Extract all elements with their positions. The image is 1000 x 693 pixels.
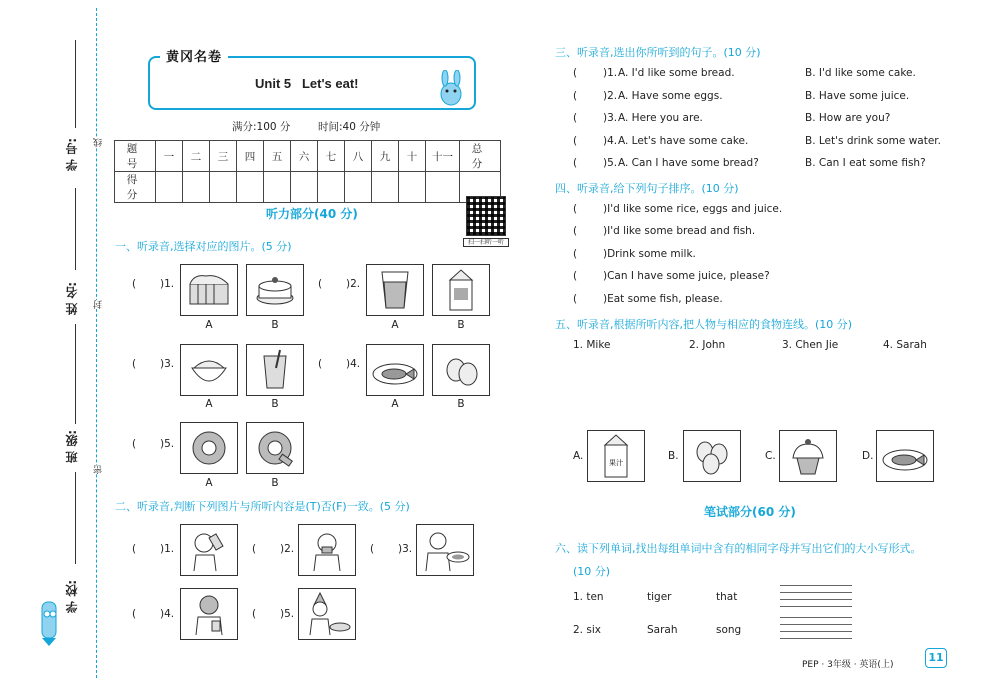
score-cell[interactable] [372, 172, 399, 203]
question-number: )2. [346, 278, 361, 290]
writing-line[interactable] [780, 592, 852, 593]
question-number: )3. [160, 358, 175, 370]
person-name[interactable]: 1. Mike [573, 339, 611, 351]
water-glass-icon [370, 268, 420, 312]
question-number: )3. [398, 543, 413, 555]
answer-paren[interactable]: ( [573, 225, 578, 237]
option-text[interactable]: A. Let's have some cake. [618, 135, 749, 147]
option-text[interactable]: B. How are you? [805, 112, 891, 124]
page-number: 11 [925, 648, 947, 668]
food-letter: B. [668, 450, 679, 462]
score-cell[interactable] [318, 172, 345, 203]
answer-paren[interactable]: ( [573, 67, 578, 79]
question-number: )2. [280, 543, 295, 555]
juice-box-text: 果汁 [609, 459, 623, 467]
question-number: )2. [603, 90, 618, 102]
sentence-item: )I'd like some bread and fish. [603, 225, 756, 237]
option-label: A [391, 319, 399, 331]
cake-icon [250, 270, 300, 310]
table-cell: 五 [264, 141, 291, 172]
option-label: A [205, 477, 213, 489]
answer-paren[interactable]: ( [573, 293, 578, 305]
option-picture[interactable] [366, 264, 424, 316]
answer-paren[interactable]: ( [132, 608, 137, 620]
table-cell: 十一 [426, 141, 460, 172]
answer-paren[interactable]: ( [573, 248, 578, 260]
score-cell[interactable] [345, 172, 372, 203]
milk-carton-icon [436, 268, 486, 312]
judge-picture [180, 588, 238, 640]
question-number: )1. [160, 543, 175, 555]
writing-line[interactable] [780, 631, 852, 632]
person-name[interactable]: 4. Sarah [883, 339, 927, 351]
school-label: 学 校: [65, 580, 79, 613]
letter-q-icon [250, 426, 300, 470]
written-section-title: 笔试部分(60 分) [704, 505, 796, 519]
girl-with-fish-icon [420, 527, 470, 573]
question-number: )5. [280, 608, 295, 620]
letter-o-icon [184, 426, 234, 470]
option-picture[interactable] [432, 264, 490, 316]
answer-paren[interactable]: ( [573, 112, 578, 124]
bread-icon [184, 270, 234, 310]
part2-title: 二、听录音,判断下列图片与所听内容是(T)否(F)一致。(5 分) [115, 500, 410, 513]
part1-title: 一、听录音,选择对应的图片。(5 分) [115, 240, 292, 253]
writing-line[interactable] [780, 585, 852, 586]
score-cell[interactable] [210, 172, 237, 203]
answer-paren[interactable]: ( [132, 543, 137, 555]
binding-mark-feng: 封 [94, 300, 104, 309]
unit-title: Unit 5 Let's eat! [255, 76, 359, 91]
question-number: )5. [603, 157, 618, 169]
person-name[interactable]: 2. John [689, 339, 726, 351]
food-picture[interactable] [779, 430, 837, 482]
juice-box-icon [591, 433, 641, 479]
boy-with-cake-icon [302, 591, 352, 637]
answer-paren[interactable]: ( [573, 157, 578, 169]
score-cell[interactable] [291, 172, 318, 203]
qr-caption: 扫一扫听一听 [463, 238, 509, 247]
answer-paren[interactable]: ( [132, 438, 137, 450]
option-picture[interactable] [432, 344, 490, 396]
class-line[interactable] [75, 472, 76, 564]
option-text[interactable]: A. Have some eggs. [618, 90, 723, 102]
judge-picture [416, 524, 474, 576]
food-picture[interactable] [876, 430, 934, 482]
writing-line[interactable] [780, 606, 852, 607]
score-cell[interactable] [183, 172, 210, 203]
part6-title: 六、读下列单词,找出每组单词中含有的相同字母并写出它们的大小写形式。 [555, 542, 922, 555]
score-table-header-row [115, 141, 501, 172]
option-label: B [457, 319, 465, 331]
writing-line[interactable] [780, 599, 852, 600]
name-line[interactable] [75, 324, 76, 424]
part6-score: (10 分) [573, 565, 611, 578]
sentence-item: )Can I have some juice, please? [603, 270, 770, 282]
option-label: B [271, 398, 279, 410]
binding-mark-mi: 密 [94, 465, 104, 474]
table-cell: 七 [318, 141, 345, 172]
score-cell[interactable] [426, 172, 460, 203]
table-cell: 九 [372, 141, 399, 172]
rabbit-mascot-icon [430, 70, 472, 108]
option-text[interactable]: B. I'd like some cake. [805, 67, 916, 79]
part5-title: 五、听录音,根据所听内容,把人物与相应的食物连线。(10 分) [555, 318, 853, 331]
table-cell: 二 [183, 141, 210, 172]
option-picture[interactable] [246, 422, 304, 474]
cut-line [96, 8, 97, 678]
writing-line[interactable] [780, 624, 852, 625]
answer-paren[interactable]: ( [132, 358, 137, 370]
part4-title: 四、听录音,给下列句子排序。(10 分) [555, 182, 739, 195]
option-label: A [205, 398, 213, 410]
question-number: )1. [603, 67, 618, 79]
answer-paren[interactable]: ( [573, 270, 578, 282]
option-label: A [205, 319, 213, 331]
fish-plate-icon [370, 350, 420, 390]
food-letter: C. [765, 450, 776, 462]
score-table-score-row [115, 172, 501, 203]
table-cell: 总 分 [460, 141, 501, 172]
option-label: A [391, 398, 399, 410]
option-text[interactable]: B. Let's drink some water. [805, 135, 941, 147]
juice-cup-icon [250, 348, 300, 392]
option-picture[interactable] [246, 264, 304, 316]
listening-section-title: 听力部分(40 分) [266, 207, 358, 221]
cupcake-icon [783, 434, 833, 478]
student-number-label: 学 号: [65, 138, 79, 171]
answer-paren[interactable]: ( [370, 543, 375, 555]
part3-title: 三、听录音,选出你所听到的句子。(10 分) [555, 46, 761, 59]
option-picture[interactable] [180, 422, 238, 474]
answer-paren[interactable]: ( [132, 278, 137, 290]
footer-text: PEP · 3年级 · 英语(上) [802, 660, 894, 670]
answer-paren[interactable]: ( [318, 358, 323, 370]
writing-line[interactable] [780, 617, 852, 618]
question-number: )1. [160, 278, 175, 290]
option-text[interactable]: A. Here you are. [618, 112, 703, 124]
judge-picture [298, 588, 356, 640]
answer-paren[interactable]: ( [252, 608, 257, 620]
question-number: )4. [160, 608, 175, 620]
girl-drinking-icon [184, 527, 234, 573]
question-number: )4. [346, 358, 361, 370]
score-cell[interactable] [399, 172, 426, 203]
judge-picture [298, 524, 356, 576]
answer-paren[interactable]: ( [318, 278, 323, 290]
option-picture[interactable] [366, 344, 424, 396]
sentence-item: )Drink some milk. [603, 248, 696, 260]
option-text[interactable]: B. Can I eat some fish? [805, 157, 926, 169]
option-text[interactable]: A. Can I have some bread? [618, 157, 759, 169]
food-letter: A. [573, 450, 584, 462]
option-label: B [271, 319, 279, 331]
question-number: )5. [160, 438, 175, 450]
table-cell: 得 分 [115, 172, 156, 203]
word-item: 2. six [573, 624, 601, 636]
option-text[interactable]: B. Have some juice. [805, 90, 910, 102]
answer-paren[interactable]: ( [573, 90, 578, 102]
eggs-icon [687, 436, 737, 476]
food-letter: D. [862, 450, 874, 462]
class-label: 班 级: [65, 430, 79, 463]
word-item: that [716, 591, 738, 603]
question-number: )3. [603, 112, 618, 124]
name-label: 姓 名: [65, 282, 79, 315]
eggs-icon [436, 350, 486, 390]
binding-mark-xian: 线 [94, 138, 104, 147]
word-item: 1. ten [573, 591, 604, 603]
food-picture[interactable] [683, 430, 741, 482]
full-score: 满分:100 分 [232, 121, 291, 133]
table-cell: 一 [156, 141, 183, 172]
score-table [114, 140, 501, 203]
fish-plate-icon [880, 436, 930, 476]
option-picture[interactable] [180, 264, 238, 316]
answer-paren[interactable]: ( [573, 203, 578, 215]
option-label: B [457, 398, 465, 410]
score-cell[interactable] [264, 172, 291, 203]
word-item: Sarah [647, 624, 678, 636]
sentence-item: )Eat some fish, please. [603, 293, 723, 305]
table-cell: 八 [345, 141, 372, 172]
writing-line[interactable] [780, 638, 852, 639]
word-item: tiger [647, 591, 672, 603]
option-text[interactable]: A. I'd like some bread. [618, 67, 735, 79]
rice-bowl-icon [184, 350, 234, 390]
option-picture[interactable] [180, 344, 238, 396]
food-picture[interactable] [587, 430, 645, 482]
score-cell[interactable] [156, 172, 183, 203]
table-cell: 四 [237, 141, 264, 172]
option-label: B [271, 477, 279, 489]
question-number: )4. [603, 135, 618, 147]
table-cell: 十 [399, 141, 426, 172]
qr-code-icon[interactable] [466, 196, 506, 236]
girl-with-cup-icon [184, 591, 234, 637]
student-number-line[interactable] [75, 40, 76, 128]
table-cell: 六 [291, 141, 318, 172]
option-picture[interactable] [246, 344, 304, 396]
table-cell: 题 号 [115, 141, 156, 172]
table-cell: 三 [210, 141, 237, 172]
line-segment [75, 188, 76, 270]
brand-logo: 黄冈名卷 [160, 46, 228, 65]
pencil-mascot-icon [34, 598, 64, 648]
exam-time: 时间:40 分钟 [318, 121, 381, 133]
girl-eating-icon [302, 527, 352, 573]
answer-paren[interactable]: ( [573, 135, 578, 147]
answer-paren[interactable]: ( [252, 543, 257, 555]
person-name[interactable]: 3. Chen Jie [782, 339, 839, 351]
sentence-item: )I'd like some rice, eggs and juice. [603, 203, 783, 215]
judge-picture [180, 524, 238, 576]
word-item: song [716, 624, 742, 636]
score-cell[interactable] [237, 172, 264, 203]
